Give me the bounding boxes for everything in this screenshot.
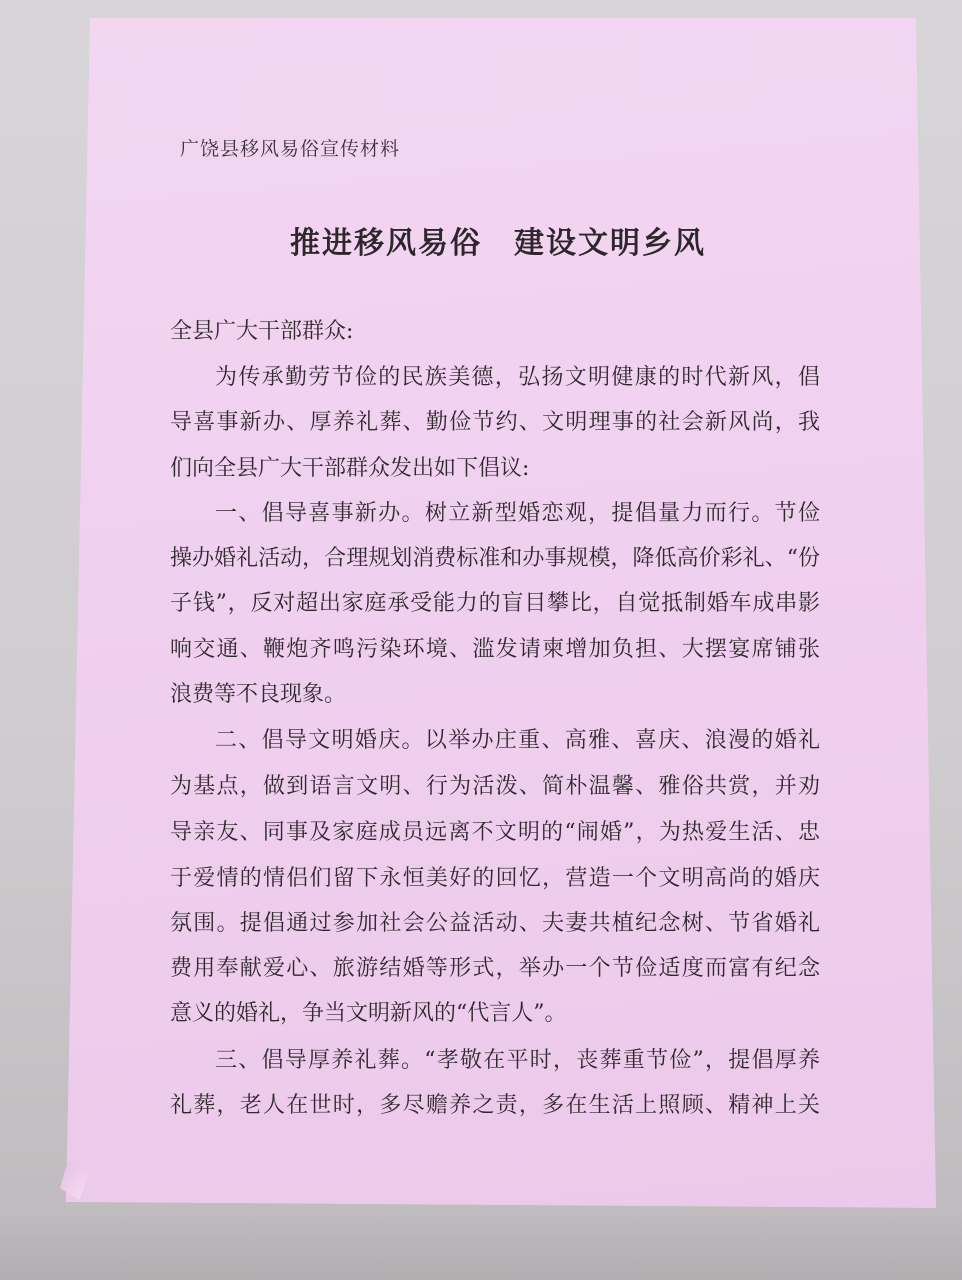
paragraph-line: 响交通、鞭炮齐鸣污染环境、滥发请柬增加负担、大摆宴席铺张	[170, 637, 820, 662]
paragraph-line: 三、倡导厚养礼葬。“孝敬在平时，丧葬重节俭”，提倡厚养	[215, 1048, 820, 1073]
paragraph-line: 二、倡导文明婚庆。以举办庄重、高雅、喜庆、浪漫的婚礼	[215, 728, 820, 753]
paragraph-line: 为基点，做到语言文明、行为活泼、简朴温馨、雅俗共赏，并劝	[170, 774, 820, 799]
document-header-note: 广饶县移风易俗宣传材料	[180, 138, 401, 160]
document-title: 推进移风易俗 建设文明乡风	[290, 226, 706, 261]
paragraph-line: 为传承勤劳节俭的民族美德，弘扬文明健康的时代新风，倡	[215, 365, 820, 390]
paragraph-line: 们向全县广大干部群众发出如下倡议:	[170, 456, 530, 481]
paragraph-line: 导喜事新办、厚养礼葬、勤俭节约、文明理事的社会新风尚，我	[170, 410, 820, 435]
paragraph-line: 操办婚礼活动，合理规划消费标准和办事规模，降低高价彩礼、“份	[170, 546, 820, 571]
paragraph-line: 费用奉献爱心、旅游结婚等形式，举办一个节俭适度而富有纪念	[170, 956, 820, 981]
paragraph-line: 意义的婚礼，争当文明新风的“代言人”。	[170, 1001, 567, 1026]
paragraph-line: 氛围。提倡通过参加社会公益活动、夫妻共植纪念树、节省婚礼	[170, 911, 820, 936]
paragraph-line: 子钱”，反对超出家庭承受能力的盲目攀比，自觉抵制婚车成串影	[170, 591, 820, 616]
paragraph-line: 导亲友、同事及家庭成员远离不文明的“闹婚”，为热爱生活、忠	[170, 820, 820, 845]
paragraph-line: 于爱情的情侣们留下永恒美好的回忆，营造一个文明高尚的婚庆	[170, 866, 820, 891]
paragraph-line: 一、倡导喜事新办。树立新型婚恋观，提倡量力而行。节俭	[215, 501, 820, 526]
salutation: 全县广大干部群众:	[170, 319, 354, 344]
paragraph-line: 浪费等不良现象。	[170, 682, 347, 707]
desk-shadow	[0, 1210, 962, 1280]
paragraph-line: 礼葬，老人在世时，多尽赡养之责，多在生活上照顾、精神上关	[170, 1093, 820, 1118]
